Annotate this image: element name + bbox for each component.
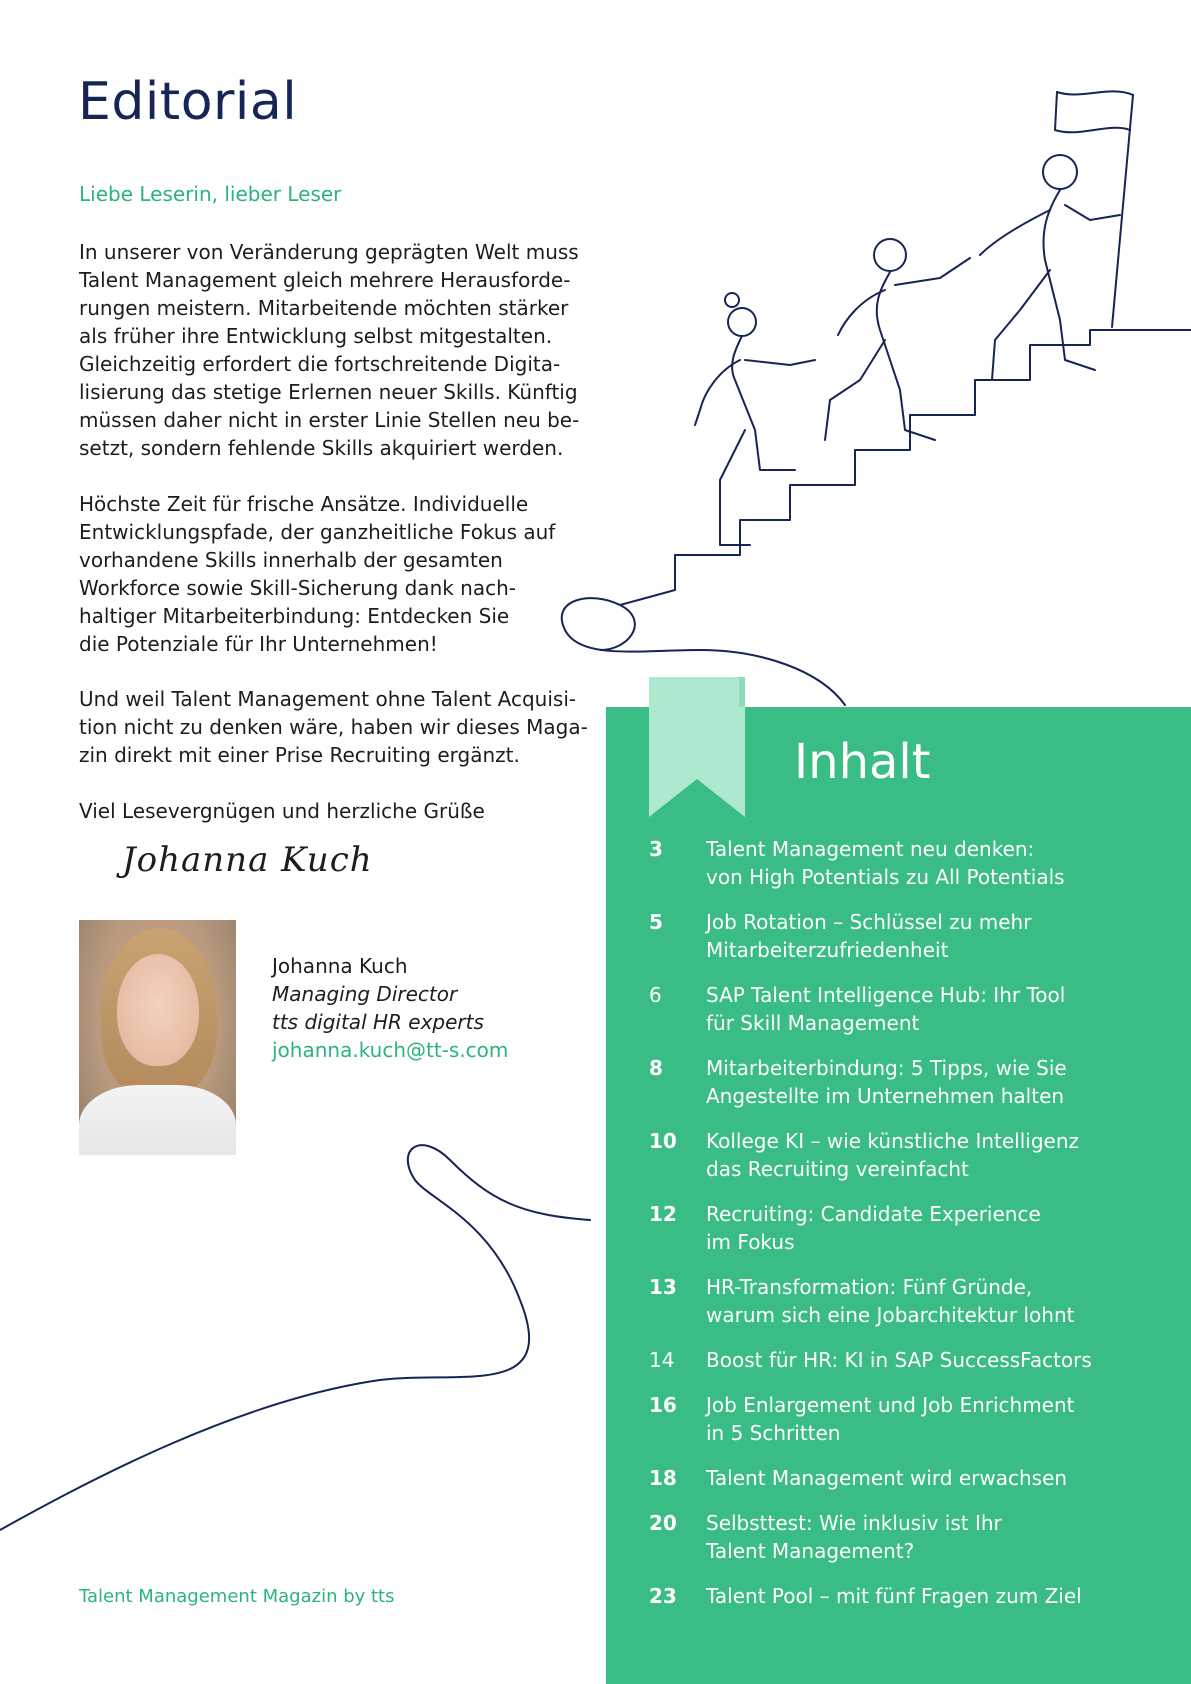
toc-item-title (706, 1273, 1166, 1329)
text-line: zin direkt mit einer Prise Recruiting ergänzt. (79, 743, 520, 767)
toc-line: Job Enlargement und Job Enrichment (706, 1393, 1075, 1417)
text-line: tion nicht zu denken wäre, haben wir dieses Maga- (79, 715, 588, 739)
text-line: müssen daher nicht in erster Linie Stellen neu be- (79, 408, 580, 432)
author-email-link[interactable]: johanna.kuch@tt-s.com (272, 1038, 509, 1062)
toc-line: das Recruiting vereinfacht (706, 1157, 969, 1181)
toc-line: Selbsttest: Wie inklusiv ist Ihr (706, 1511, 1002, 1535)
toc-item-title (706, 908, 1166, 964)
toc-line: warum sich eine Jobarchitektur lohnt (706, 1303, 1075, 1327)
paragraph-closing (79, 797, 599, 825)
toc-line: Mitarbeiterbindung: 5 Tipps, wie Sie (706, 1056, 1067, 1080)
paragraph-recruiting (79, 685, 599, 769)
toc-page-number: 13 (649, 1275, 677, 1299)
text-line: Talent Management gleich mehrere Herausforde- (79, 268, 571, 292)
text-line: als früher ihre Entwicklung selbst mitgestalten. (79, 324, 553, 348)
toc-item-title (706, 1200, 1166, 1256)
toc-page-number: 16 (649, 1393, 677, 1417)
toc-item-title (706, 981, 1166, 1037)
page-title: Editorial (78, 72, 298, 132)
toc-page-number: 6 (649, 983, 662, 1007)
toc-page-number: 10 (649, 1129, 677, 1153)
toc-line: Angestellte im Unternehmen halten (706, 1084, 1065, 1108)
text-line: vorhandene Skills innerhalb der gesamten (79, 548, 503, 572)
photo-face (117, 954, 199, 1066)
author-company: tts digital HR experts (272, 1010, 484, 1034)
author-info (272, 952, 508, 1064)
text-line: die Potenziale für Ihr Unternehmen! (79, 632, 438, 656)
toc-line: in 5 Schritten (706, 1421, 841, 1445)
toc-line: im Fokus (706, 1230, 795, 1254)
text-line: Viel Lesevergnügen und herzliche Grüße (79, 799, 485, 823)
author-name: Johanna Kuch (272, 954, 408, 978)
paragraph-approach (79, 490, 599, 658)
toc-line: Talent Management? (706, 1539, 915, 1563)
toc-line: Mitarbeiterzufriedenheit (706, 938, 949, 962)
toc-line: SAP Talent Intelligence Hub: Ihr Tool (706, 983, 1066, 1007)
text-line: Höchste Zeit für frische Ansätze. Individuelle (79, 492, 529, 516)
toc-item-title (706, 835, 1166, 891)
toc-item-title (706, 1464, 1166, 1492)
text-line: rungen meistern. Mitarbeitende möchten stärker (79, 296, 569, 320)
toc-item-title (706, 1509, 1166, 1565)
toc-line: von High Potentials zu All Potentials (706, 865, 1065, 889)
text-line: Entwicklungspfade, der ganzheitliche Fokus auf (79, 520, 556, 544)
toc-page-number: 5 (649, 910, 663, 934)
toc-item-title (706, 1346, 1166, 1374)
toc-line: Job Rotation – Schlüssel zu mehr (706, 910, 1032, 934)
photo-shirt (79, 1085, 236, 1155)
toc-line: Talent Pool – mit fünf Fragen zum Ziel (706, 1584, 1082, 1608)
toc-line: Talent Management wird erwachsen (706, 1466, 1068, 1490)
toc-line: HR-Transformation: Fünf Gründe, (706, 1275, 1033, 1299)
toc-page-number: 3 (649, 837, 663, 861)
text-line: Und weil Talent Management ohne Talent Acquisi- (79, 687, 577, 711)
toc-item-title (706, 1391, 1166, 1447)
text-line: setzt, sondern fehlende Skills akquiriert werden. (79, 436, 564, 460)
text-line: Workforce sowie Skill-Sicherung dank nach- (79, 576, 517, 600)
text-line: In unserer von Veränderung geprägten Welt muss (79, 240, 579, 264)
toc-page-number: 18 (649, 1466, 677, 1490)
footer-label: Talent Management Magazin by tts (79, 1586, 395, 1607)
toc-line: Kollege KI – wie künstliche Intelligenz (706, 1129, 1080, 1153)
text-line: haltiger Mitarbeiterbindung: Entdecken Sie (79, 604, 510, 628)
toc-page-number: 20 (649, 1511, 677, 1535)
toc-line: Boost für HR: KI in SAP SuccessFactors (706, 1348, 1092, 1372)
toc-item-title (706, 1054, 1166, 1110)
author-photo (79, 920, 236, 1155)
toc-line: für Skill Management (706, 1011, 920, 1035)
author-role: Managing Director (272, 982, 458, 1006)
paragraph-intro (79, 238, 599, 462)
toc-line: Talent Management neu denken: (706, 837, 1035, 861)
toc-page-number: 8 (649, 1056, 663, 1080)
toc-item-title (706, 1127, 1166, 1183)
toc-page-number: 23 (649, 1584, 677, 1608)
toc-item-title (706, 1582, 1166, 1610)
bookmark-icon (649, 677, 745, 817)
text-line: Gleichzeitig erfordert die fortschreitende Digita- (79, 352, 561, 376)
text-line: lisierung das stetige Erlernen neuer Skills. Künftig (79, 380, 578, 404)
signature: Johanna Kuch (122, 840, 373, 880)
toc-line: Recruiting: Candidate Experience (706, 1202, 1041, 1226)
toc-title: Inhalt (794, 734, 931, 790)
salutation: Liebe Leserin, lieber Leser (79, 182, 342, 206)
toc-page-number: 14 (649, 1348, 675, 1372)
toc-page-number: 12 (649, 1202, 677, 1226)
